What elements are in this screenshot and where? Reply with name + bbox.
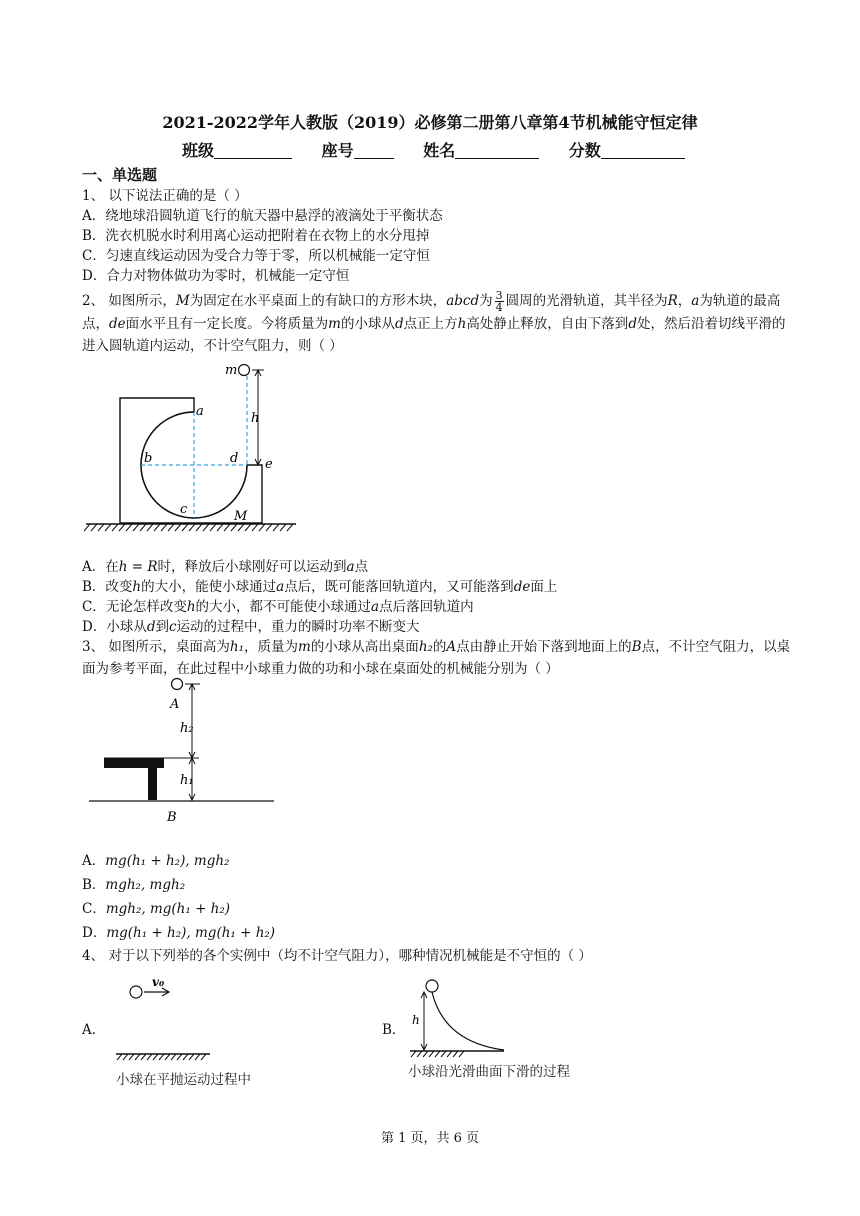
q2-var-h: h	[457, 316, 467, 332]
q2-stem-text: 的小球从	[340, 316, 395, 332]
q2-stem-text: 处，然后沿着切线平滑的进入圆轨道内运动，不计空气阻力，则（ ）	[82, 316, 786, 354]
name-blank[interactable]	[455, 142, 539, 159]
q1-stem: 1、 以下说法正确的是（ ）	[82, 188, 248, 204]
hatch-mark	[423, 1051, 428, 1057]
hatch-mark	[201, 1054, 206, 1060]
q4-figure-a-caption: 小球在平抛运动过程中	[116, 1072, 251, 1088]
q3-var-h2: h₂	[418, 639, 433, 655]
ball	[239, 365, 250, 376]
hatch-mark	[159, 1054, 164, 1060]
opt-text: 的大小，能使小球通过	[141, 579, 277, 595]
opt-label: A．	[82, 853, 106, 869]
opt-expr: mg(h₁ + h₂), mgh₂	[105, 853, 230, 869]
class-label: 班级	[182, 141, 215, 160]
q4-figure-b-caption: 小球沿光滑曲面下滑的过程	[408, 1064, 570, 1080]
opt-text: 点后，既可能落回轨道内，又可能落到	[284, 579, 514, 595]
opt-text: 面上	[530, 579, 558, 595]
q2-stem-text: 圆周的光滑轨道，其半径为	[505, 293, 668, 309]
q4-option-a-label[interactable]: A．	[82, 1022, 106, 1038]
q2-stem-text: 高处静止释放，自由下落到	[466, 316, 629, 332]
ground-hatch	[411, 1051, 464, 1057]
hatch-mark	[129, 1054, 134, 1060]
label-b: b	[144, 451, 153, 466]
q2-figure	[84, 360, 300, 532]
three-quarters-fraction	[495, 290, 504, 313]
hatch-mark	[153, 1054, 158, 1060]
hatch-mark	[123, 1054, 128, 1060]
q2-option-c[interactable]	[82, 597, 474, 617]
q3-stem-text: 点，不计空气阻力，以桌面为参考平面，在此过程中小球重力做的功和小球在桌面处的机械能分别为（ ）	[82, 639, 791, 677]
opt-text: 的大小，都不可能使小球通过	[195, 599, 372, 615]
opt-expr: mgh₂, mgh₂	[105, 877, 186, 893]
opt-var: de	[513, 579, 531, 595]
q3-stem-text: 3、 如图所示，桌面高为	[82, 639, 230, 655]
hatch-mark	[195, 1054, 200, 1060]
label-h: h	[251, 411, 260, 426]
opt-text: 点后落回轨道内	[379, 599, 474, 615]
hatch-mark	[117, 1054, 122, 1060]
q2-stem-text: ，	[677, 293, 692, 309]
table-top	[104, 758, 164, 768]
hatch-mark	[441, 1051, 446, 1057]
seat-blank[interactable]	[354, 142, 394, 159]
q1-option-b[interactable]: B．洗衣机脱水时利用离心运动把附着在衣物上的水分甩掉	[82, 228, 430, 244]
q3-stem-text: 的小球从高出桌面	[310, 639, 419, 655]
q2-var-M: M	[175, 293, 190, 309]
label-e: e	[265, 457, 273, 472]
q2-var-m: m	[328, 316, 341, 332]
q2-var-d: d	[628, 316, 637, 332]
opt-text: 时，释放后小球刚好可以运动到	[157, 559, 347, 575]
hatch-mark	[165, 1054, 170, 1060]
hatch-mark	[435, 1051, 440, 1057]
q2-option-b[interactable]	[82, 577, 557, 597]
hatch-mark	[447, 1051, 452, 1057]
label-h2: h₂	[180, 721, 194, 736]
q4-figure-b	[404, 976, 514, 1060]
opt-expr: mg(h₁ + h₂), mg(h₁ + h₂)	[106, 925, 276, 941]
opt-label: B．	[82, 877, 106, 893]
hatch-mark	[183, 1054, 188, 1060]
q3-var-m: m	[298, 639, 311, 655]
page-title: 2021-2022学年人教版（2019）必修第二册第八章第4节机械能守恒定律	[162, 113, 698, 132]
label-a: a	[196, 404, 204, 419]
class-blank[interactable]	[214, 142, 292, 159]
opt-var: a	[371, 599, 380, 615]
opt-math: h	[186, 599, 196, 615]
label-B: B	[167, 810, 177, 824]
q3-var-h1: h₁	[229, 639, 244, 655]
section-heading: 一、单选题	[82, 166, 158, 184]
table-leg	[148, 768, 157, 800]
hatch-mark	[417, 1051, 422, 1057]
opt-text: A．在	[82, 559, 119, 575]
hatch-mark	[453, 1051, 458, 1057]
q2-stem-text: 为	[479, 293, 493, 309]
fraction-numerator: 3	[495, 289, 503, 302]
q3-option-b[interactable]	[82, 875, 185, 895]
q2-option-a[interactable]	[82, 557, 368, 577]
opt-math: h	[132, 579, 142, 595]
q2-var-d: d	[394, 316, 404, 332]
score-label: 分数	[568, 141, 601, 160]
opt-math: d	[146, 619, 156, 635]
hatch-mark	[459, 1051, 464, 1057]
fraction-denominator: 4	[495, 301, 503, 314]
ground-hatch	[84, 524, 296, 531]
hatch-mark	[141, 1054, 146, 1060]
q2-var-R: R	[667, 293, 678, 309]
label-d: d	[230, 451, 239, 466]
hatch-mark	[411, 1051, 416, 1057]
q2-stem-text: 为固定在水平桌面上的有缺口的方形木块，	[189, 293, 447, 309]
q3-var-B: B	[631, 639, 642, 655]
q3-stem-text: 点由静止开始下落到地面上的	[456, 639, 632, 655]
hatch-mark	[189, 1054, 194, 1060]
opt-text: 运动的过程中，重力的瞬时功率不断变大	[176, 619, 420, 635]
opt-var: a	[346, 559, 355, 575]
ball	[426, 980, 438, 992]
ground-hatch	[117, 1054, 206, 1060]
q3-stem-text: 的	[432, 639, 447, 655]
q3-var-A: A	[446, 639, 457, 655]
smooth-curve	[432, 992, 504, 1050]
student-info-line	[182, 138, 685, 161]
q4-option-b-label[interactable]: B．	[382, 1022, 406, 1038]
opt-text: 到	[155, 619, 169, 635]
seat-label: 座号	[321, 141, 354, 160]
hatch-mark	[429, 1051, 434, 1057]
label-h1: h₁	[180, 773, 194, 788]
score-blank[interactable]	[601, 142, 685, 159]
q4-figure-a	[112, 976, 222, 1064]
ball	[172, 679, 183, 690]
label-h: h	[412, 1013, 420, 1027]
opt-expr: mgh₂, mg(h₁ + h₂)	[105, 901, 231, 917]
hatch-mark	[171, 1054, 176, 1060]
q2-var-a: a	[691, 293, 700, 309]
label-m: m	[225, 363, 238, 378]
hatch-mark	[135, 1054, 140, 1060]
q1-option-d[interactable]: D．合力对物体做功为零时，机械能一定守恒	[82, 268, 350, 284]
opt-text: B．改变	[82, 579, 133, 595]
q2-var-abcd: abcd	[446, 293, 480, 309]
opt-label: D．	[82, 925, 107, 941]
q1-option-c[interactable]: C．匀速直线运动因为受合力等于零，所以机械能一定守恒	[82, 248, 430, 264]
q3-stem-text: ，质量为	[244, 639, 298, 655]
opt-text: C．无论怎样改变	[82, 599, 187, 615]
q3-option-d[interactable]	[82, 923, 275, 943]
hatch-mark	[147, 1054, 152, 1060]
q2-stem-text: 2、 如图所示，	[82, 293, 176, 309]
q2-stem	[82, 290, 798, 357]
opt-text: D．小球从	[82, 619, 147, 635]
label-c: c	[180, 502, 188, 517]
page-number: 第 1 页，共 6 页	[380, 1131, 480, 1146]
q3-figure	[84, 674, 284, 824]
q2-var-de: de	[109, 316, 126, 332]
q3-option-a[interactable]	[82, 851, 229, 871]
q3-option-c[interactable]	[82, 899, 230, 919]
label-A: A	[170, 697, 180, 712]
q2-option-d[interactable]	[82, 617, 420, 637]
name-label: 姓名	[423, 141, 456, 160]
ball	[130, 986, 142, 998]
hatch-mark	[177, 1054, 182, 1060]
q4-stem: 4、 对于以下列举的各个实例中（均不计空气阻力），哪种情况机械能是不守恒的（ ）	[82, 948, 592, 964]
q1-option-a[interactable]: A．绕地球沿圆轨道飞行的航天器中悬浮的液滴处于平衡状态	[82, 208, 443, 224]
opt-label: C．	[82, 901, 106, 917]
opt-var: c	[168, 619, 177, 635]
q2-stem-text: 点正上方	[403, 316, 458, 332]
opt-text: 点	[354, 559, 369, 575]
q2-stem-text: 面水平且有一定长度。今将质量为	[125, 316, 329, 332]
opt-math: h = R	[118, 559, 158, 575]
q2-stem-text: 为轨道的最高点，	[82, 293, 781, 332]
label-M: M	[234, 509, 248, 524]
opt-var: a	[276, 579, 285, 595]
label-v0: v₀	[152, 976, 165, 989]
